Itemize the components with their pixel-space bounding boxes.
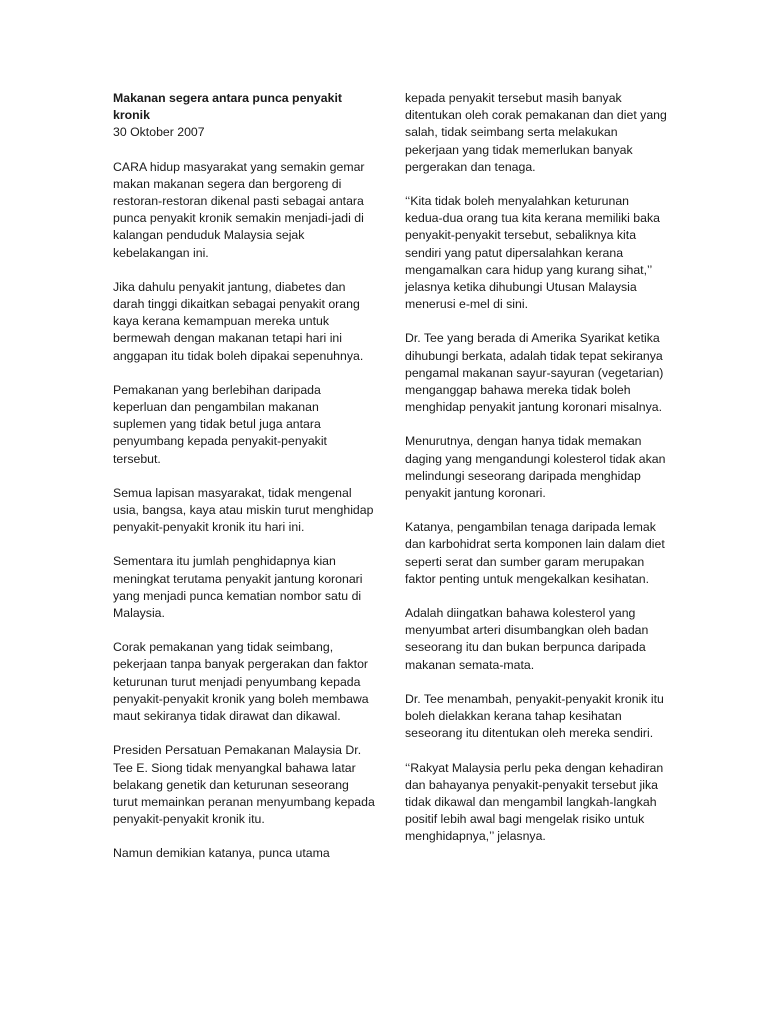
paragraph: CARA hidup masyarakat yang semakin gemar makan makanan segera dan bergoreng di restoran-restoran dikenal pasti sebagai antara punca penyakit kronik semakin menjadi-jadi di kalangan penduduk Malaysia sejak kebelakangan ini. xyxy=(113,159,365,260)
paragraph: Katanya, pengambilan tenaga daripada lemak dan karbohidrat serta komponen lain dalam diet seperti serat dan sumber garam merupakan faktor penting untuk mengekalkan kesihatan. xyxy=(405,520,665,586)
right-column xyxy=(405,90,667,863)
paragraph: Presiden Persatuan Pemakanan Malaysia Dr. Tee E. Siong tidak menyangkal bahawa latar belakang genetik dan keturunan seseorang turut memainkan peranan menyumbang kepada penyakit-penyakit kronik itu. xyxy=(113,743,375,827)
paragraph: Dr. Tee menambah, penyakit-penyakit kronik itu boleh dielakkan kerana tahap kesihatan seseorang itu ditentukan oleh mereka sendiri. xyxy=(405,691,664,741)
article-date: 30 Oktober 2007 xyxy=(113,125,205,140)
paragraph: Pemakanan yang berlebihan daripada keperluan dan pengambilan makanan suplemen yang tidak betul juga antara penyumbang kepada penyakit-penyakit tersebut. xyxy=(113,382,327,466)
paragraph: Menurutnya, dengan hanya tidak memakan daging yang mengandungi kolesterol tidak akan melindungi seseorang daripada menghidap penyakit jantung koronari. xyxy=(405,434,666,501)
paragraph: Adalah diingatkan bahawa kolesterol yang menyumbat arteri disumbangkan oleh badan seseorang itu dan bukan berpunca daripada makanan semata-mata. xyxy=(405,606,649,672)
paragraph: kepada penyakit tersebut masih banyak ditentukan oleh corak pemakanan dan diet yang salah, tidak seimbang serta melakukan pekerjaan yang tidak memerlukan banyak pergerakan dan tenaga. xyxy=(405,91,667,174)
paragraph: Semua lapisan masyarakat, tidak mengenal usia, bangsa, kaya atau miskin turut menghidap penyakit-penyakit kronik itu hari ini. xyxy=(113,485,374,535)
paragraph: Corak pemakanan yang tidak seimbang, pekerjaan tanpa banyak pergerakan dan faktor keturunan turut menjadi penyumbang kepada penyakit-penyakit kronik yang boleh membawa maut sekiranya tidak dirawat dan dikawal. xyxy=(113,640,369,724)
paragraph: ‘‘Rakyat Malaysia perlu peka dengan kehadiran dan bahayanya penyakit-penyakit tersebut jika tidak dikawal dan mengambil langkah-langkah positif lebih awal bagi mengelak risiko untuk menghidapnya,’’ jelasnya. xyxy=(405,760,664,844)
paragraph: Sementara itu jumlah penghidapnya kian meningkat terutama penyakit jantung koronari yang menjadi punca kematian nombor satu di Malaysia. xyxy=(113,554,363,621)
paragraph: Dr. Tee yang berada di Amerika Syarikat ketika dihubungi berkata, adalah tidak tepat sekiranya pengamal makanan sayur-sayuran (vegetarian) menganggap bahawa mereka tidak boleh menghidap penyakit jantung koronari misalnya. xyxy=(405,331,664,415)
paragraph: ‘‘Kita tidak boleh menyalahkan keturunan kedua-dua orang tua kita kerana memiliki baka penyakit-penyakit tersebut, sebaliknya kita sendiri yang patut dipersalahkan kerana mengamalkan cara hidup yang kurang sihat,’’ jelasnya ketika dihubungi Utusan Malaysia menerusi e-mel di sini. xyxy=(405,194,660,312)
paragraph: Jika dahulu penyakit jantung, diabetes dan darah tinggi dikaitkan sebagai penyakit orang kaya kerana kemampuan mereka untuk bermewah dengan makanan tetapi hari ini anggapan itu tidak boleh dipakai sepenuhnya. xyxy=(113,279,364,363)
paragraph: Namun demikian katanya, punca utama xyxy=(113,846,330,861)
left-column xyxy=(113,90,375,880)
article-title: Makanan segera antara punca penyakit kronik xyxy=(113,91,342,123)
